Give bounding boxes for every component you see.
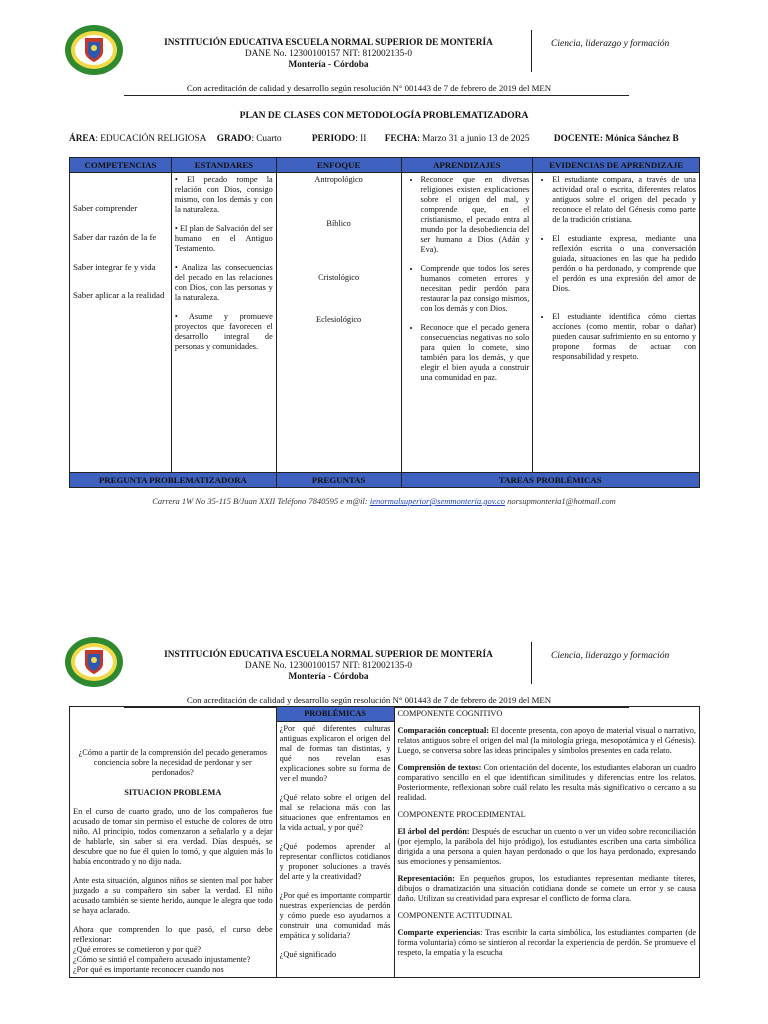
enfoque-cell <box>276 173 401 473</box>
evidencias-cell <box>533 173 700 473</box>
enfoque-item: Bíblico <box>326 219 351 228</box>
school-seal-logo <box>64 636 124 688</box>
representacion-label: Representación: <box>397 874 455 883</box>
aprendizaje-item: • Reconoce que el pecado genera consecuencias negativas no solo para quien lo comete, sino también para los demás, y que elegir el bien ayuda a construir una comunidad en paz. <box>421 323 530 383</box>
grado-value: : Cuarto <box>251 134 282 144</box>
comprension-text: Con orientación del docente, los estudiantes elaboran un cuadro comparativo sencillo en el que identifican similitudes y diferencias entre los relatos. Posteriormente, reflexionan sobre cuál relato les resulta más significativo o cercano a su realidad. <box>397 763 696 802</box>
pregunta-problematizadora: ¿Cómo a partir de la comprensión del pecado generamos conciencia sobre la necesidad de perdonar y ser perdonados? <box>78 747 268 777</box>
pregunta-item: ¿Qué relato sobre el origen del mal se relaciona más con las situaciones que enfrentamos en la vida actual, y por qué? <box>279 793 391 832</box>
footer-address: Carrera 1W No 35-115 B/Juan XXII Teléfono 7840595 e m@il: <box>152 496 368 506</box>
motto: Ciencia, liderazgo y formación <box>551 651 670 661</box>
pregunta-item: ¿Qué podemos aprender al representar conflictos cotidianos y proponer soluciones a través del arte y la creatividad? <box>279 842 391 881</box>
accreditation-note: Con acreditación de calidad y desarrollo según resolución N° 001443 de 7 de febrero de 2019 del MEN <box>186 83 552 93</box>
componente-actitudinal: COMPONENTE ACTITUDINAL <box>397 911 513 920</box>
col-aprendizajes: APRENDIZAJES <box>401 158 533 173</box>
col-estandares: ESTANDARES <box>171 158 276 173</box>
enfoque-item: Eclesiológico <box>316 315 362 324</box>
comprension-label: Comprensión de textos: <box>397 763 482 772</box>
componente-procedimental: COMPONENTE PROCEDIMENTAL <box>397 810 526 819</box>
competencias-cell <box>70 173 172 473</box>
accreditation-rule <box>124 95 629 96</box>
pregunta-item: ¿Qué significado <box>279 950 337 959</box>
representacion-text: En pequeños grupos, los estudiantes representan mediante títeres, dibujos o dramatización una situación cotidiana donde se comete un error y se causa daño. Utilizan su creatividad para expresar el conflicto de forma clara. <box>397 874 696 903</box>
pregunta-item: ¿Por qué diferentes culturas antiguas explicaron el origen del mal de formas tan distintas, y qué nos revelan esas explicaciones sobre su forma de ver el mundo? <box>279 724 391 783</box>
area-value: : EDUCACIÓN RELIGIOSA <box>95 134 207 144</box>
situacion-paragraph: Ante esta situación, algunos niños se sienten mal por haber juzgado a su compañero sin saber la verdad. El niño acusado también se siente herido, aunque le alegra que todo se haya aclarado. <box>73 875 273 915</box>
fecha-value: : Marzo 31 a junio 13 de 2025 <box>417 134 530 144</box>
city: Montería - Córdoba <box>288 60 369 70</box>
enfoque-item: Cristológico <box>318 273 360 282</box>
footer-email-link[interactable]: ienormalsuperior@semmonteria.gov.co <box>369 496 505 506</box>
tareas-cell <box>394 707 699 978</box>
estandar-item: • Asume y promueve proyectos que favorecen el desarrollo integral de personas y comunidades. <box>174 312 273 351</box>
problemicas-table <box>69 706 700 978</box>
situacion-paragraph: En el curso de cuarto grado, uno de los compañeros fue acusado de tomar sin permiso el estuche de colores de otro niño. Al principio, todos comenzaron a señalarlo y a dejar de hablarle, sin saber si era verdad. Días después, se descubre que no fue él quien lo tomó, y que alguien más lo había encontrado y no dijo nada. <box>73 806 273 866</box>
situacion-question: ¿Qué errores se cometieron y por qué? <box>73 944 202 954</box>
col-competencias: COMPETENCIAS <box>70 158 172 173</box>
pregunta-problematizadora-header: PREGUNTA PROBLEMATIZADORA <box>70 473 277 488</box>
evidencia-item: • El estudiante expresa, mediante una reflexión escrita o una conversación guiada, situaciones en las que ha pedido perdón o ha perdonado, y comprende que el perdón es una expresión del amor de Dios. <box>552 234 696 294</box>
school-seal-logo <box>64 24 124 76</box>
page-header <box>0 0 768 75</box>
docente-label: DOCENTE: Mónica Sánchez B <box>553 134 679 144</box>
aprendizajes-cell <box>401 173 533 473</box>
pregunta-item: ¿Por qué es importante compartir nuestras experiencias de perdón y cómo puede eso ayudarnos a construir una comunidad más empática y solidaria? <box>279 891 391 940</box>
estandares-cell <box>171 173 276 473</box>
preguntas-cell <box>276 722 394 978</box>
header-divider <box>531 642 532 684</box>
evidencia-item: • El estudiante identifica cómo ciertas acciones (como mentir, robar o dañar) pueden causar sufrimiento en su entorno y propone formas de actuar con responsabilidad y respeto. <box>552 312 696 362</box>
arbol-label: El árbol del perdón: <box>397 827 470 836</box>
comparacion-text: El docente presenta, con apoyo de material visual o narrativo, relatos antiguos sobre el origen del mal (la mitología griega, mesopotámica y el Génesis). Luego, se conversa sobre las ideas principales y símbolos presentes en cada relato. <box>397 726 696 755</box>
header-divider <box>531 30 532 72</box>
dane-nit: DANE No. 12300100157 NIT: 812002135-0 <box>244 661 413 671</box>
page-footer <box>0 496 768 506</box>
plan-meta <box>69 134 679 144</box>
evidencia-item: • El estudiante compara, a través de una actividad oral o escrita, diferentes relatos antiguos sobre el origen del pecado y reconoce el relato del Génesis como parte de la tradición cristiana. <box>552 175 696 225</box>
dane-nit: DANE No. 12300100157 NIT: 812002135-0 <box>244 49 413 59</box>
page-1 <box>0 0 768 506</box>
competencia-item: Saber aplicar a la realidad <box>73 290 165 300</box>
estandar-item: • El plan de Salvación del ser humano en el Antiguo Testamento. <box>174 224 273 253</box>
situacion-question: ¿Por qué es importante reconocer cuando nos <box>73 964 224 974</box>
institution-name: INSTITUCIÓN EDUCATIVA ESCUELA NORMAL SUPERIOR DE MONTERÍA <box>164 650 493 660</box>
institution-name: INSTITUCIÓN EDUCATIVA ESCUELA NORMAL SUPERIOR DE MONTERÍA <box>164 38 493 48</box>
competencia-item: Saber dar razón de la fe <box>73 232 157 242</box>
col-enfoque: ENFOQUE <box>276 158 401 173</box>
estandar-item: • Analiza las consecuencias del pecado en las relaciones con Dios, con las personas y la naturaleza. <box>174 263 273 302</box>
preguntas-header: PREGUNTAS <box>276 473 401 488</box>
institution-block <box>126 38 531 71</box>
estandar-item: • El pecado rompe la relación con Dios, consigo mismo, con los demás y con la naturaleza. <box>174 175 273 214</box>
aprendizaje-item: • Reconoce que en diversas religiones existen explicaciones sobre el origen del mal, y comprende que, en el cristianismo, el pecado entra al mundo por la desobediencia del ser humano a Dios (Adán y Eva). <box>421 175 530 255</box>
componente-cognitivo: COMPONENTE COGNITIVO <box>397 709 503 718</box>
grado-label: GRADO <box>216 134 252 144</box>
page-header <box>0 612 768 687</box>
enfoque-item: Antropológico <box>314 175 363 184</box>
institution-block <box>126 650 531 683</box>
competencia-item: Saber comprender <box>73 203 138 213</box>
periodo-value: : II <box>355 134 367 144</box>
page-2 <box>0 612 768 705</box>
competencia-item: Saber integrar fe y vida <box>73 262 156 272</box>
pregunta-cell <box>70 722 277 978</box>
accreditation-note: Con acreditación de calidad y desarrollo según resolución N° 001443 de 7 de febrero de 2019 del MEN <box>186 695 552 705</box>
city: Montería - Córdoba <box>288 672 369 682</box>
plan-table <box>69 157 700 488</box>
situacion-paragraph: Ahora que comprenden lo que pasó, el curso debe reflexionar: <box>73 924 273 944</box>
situacion-title: SITUACION PROBLEMA <box>124 787 222 797</box>
plan-table-row <box>70 173 700 473</box>
area-label: ÁREA <box>69 134 96 144</box>
compartir-label: Comparte experiencias <box>397 928 481 937</box>
periodo-label: PERIODO <box>311 134 356 144</box>
footer-email-alt: norsupmonteria1@hotmail.com <box>505 496 616 506</box>
tareas-problemicas-header: TAREAS PROBLÉMICAS <box>401 473 699 488</box>
plan-table-header <box>70 158 700 173</box>
problemicas-header: PROBLÉMICAS <box>276 707 394 722</box>
plan-title: PLAN DE CLASES CON METODOLOGÍA PROBLEMATIZADORA <box>239 111 529 121</box>
motto: Ciencia, liderazgo y formación <box>551 39 670 49</box>
plan-table-bottom-header <box>70 473 700 488</box>
arbol-text: Después de escuchar un cuento o ver un video sobre reconciliación (por ejemplo, la parábola del hijo pródigo), los estudiantes escriben una carta simbólica dirigida a una persona a quien hayan perdonado o que los haya perdonado, expresando sus emociones y pensamientos. <box>397 827 697 866</box>
fecha-label: FECHA <box>384 134 418 144</box>
col-evidencias: EVIDENCIAS DE APRENDIZAJE <box>533 158 700 173</box>
comparacion-label: Comparación conceptual: <box>397 726 490 735</box>
situacion-question: ¿Cómo se sintió el compañero acusado injustamente? <box>73 954 251 964</box>
compartir-text: : Tras escribir la carta simbólica, los estudiantes comparten (de forma voluntaria) cómo se sintieron al recordar la experiencia de perdón. Se promueve el respeto, la empatía y la escucha <box>397 928 696 957</box>
aprendizaje-item: • Comprende que todos los seres humanos cometen errores y necesitan pedir perdón para restaurar la paz consigo mismos, con los demás y con Dios. <box>421 264 530 314</box>
